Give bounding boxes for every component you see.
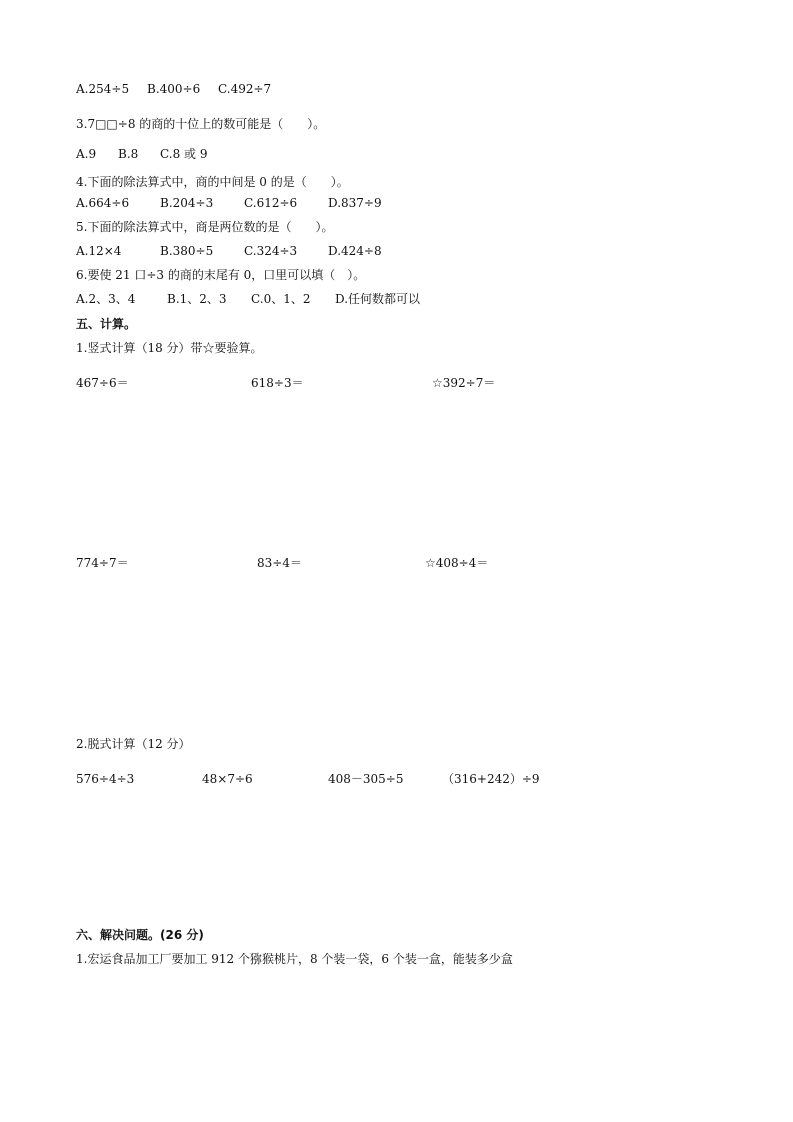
stepwise-calc-2: 48×7÷6 [202, 772, 253, 786]
section6-q1: 1.宏运食品加工厂要加工 912 个猕猴桃片，8 个装一袋，6 个装一盒，能装多少盒 [76, 952, 513, 966]
q5-option-a: A.12×4 [76, 244, 122, 258]
q3-question: 3.7□□÷8 的商的十位上的数可能是（ ）。 [76, 117, 326, 131]
section5-title: 五、计算。 [76, 317, 137, 331]
vertical-calc-3: ☆392÷7＝ [432, 376, 496, 390]
section5-part2-title: 2.脱式计算（12 分） [76, 737, 191, 751]
vertical-calc-4: 774÷7＝ [76, 556, 129, 570]
section6-title: 六、解决问题。(26 分) [76, 928, 204, 942]
stepwise-calc-3: 408－305÷5 [328, 772, 404, 786]
q5-options [76, 244, 382, 258]
q6-option-a: A.2、3、4 [76, 292, 136, 306]
q4-option-d: D.837÷9 [328, 196, 382, 210]
q3-option-c: C.8 或 9 [160, 147, 208, 161]
q5-option-d: D.424÷8 [328, 244, 382, 258]
q6-question: 6.要使 21 口÷3 的商的末尾有 0，口里可以填（ ）。 [76, 268, 366, 282]
q6-option-d: D.任何数都可以 [335, 292, 421, 306]
vertical-calc-2: 618÷3＝ [251, 376, 304, 390]
vertical-calc-5: 83÷4＝ [257, 556, 302, 570]
q4-option-c: C.612÷6 [244, 196, 298, 210]
q5-option-c: C.324÷3 [244, 244, 298, 258]
q5-question: 5.下面的除法算式中，商是两位数的是（ ）。 [76, 220, 334, 234]
stepwise-calc-4: （316+242）÷9 [442, 772, 540, 786]
q3-option-b: B.8 [118, 147, 139, 161]
q3-option-a: A.9 [76, 147, 97, 161]
q4-option-b: B.204÷3 [160, 196, 214, 210]
q5-option-b: B.380÷5 [160, 244, 214, 258]
stepwise-calc-1: 576÷4÷3 [76, 772, 135, 786]
q2-option-a: A.254÷5 [76, 82, 130, 96]
q2-option-b: B.400÷6 [147, 82, 201, 96]
vertical-calc-6: ☆408÷4＝ [425, 556, 489, 570]
q4-question: 4.下面的除法算式中，商的中间是 0 的是（ ）。 [76, 175, 349, 189]
q4-option-a: A.664÷6 [76, 196, 130, 210]
q6-option-b: B.1、2、3 [167, 292, 227, 306]
q2-options [76, 82, 271, 96]
q4-options [76, 196, 382, 210]
vertical-calc-1: 467÷6＝ [76, 376, 129, 390]
q6-option-c: C.0、1、2 [251, 292, 311, 306]
q2-option-c: C.492÷7 [218, 82, 272, 96]
section5-part1-title: 1.竖式计算（18 分）带☆要验算。 [76, 341, 263, 355]
q3-options [76, 147, 207, 161]
q6-options [76, 292, 420, 306]
